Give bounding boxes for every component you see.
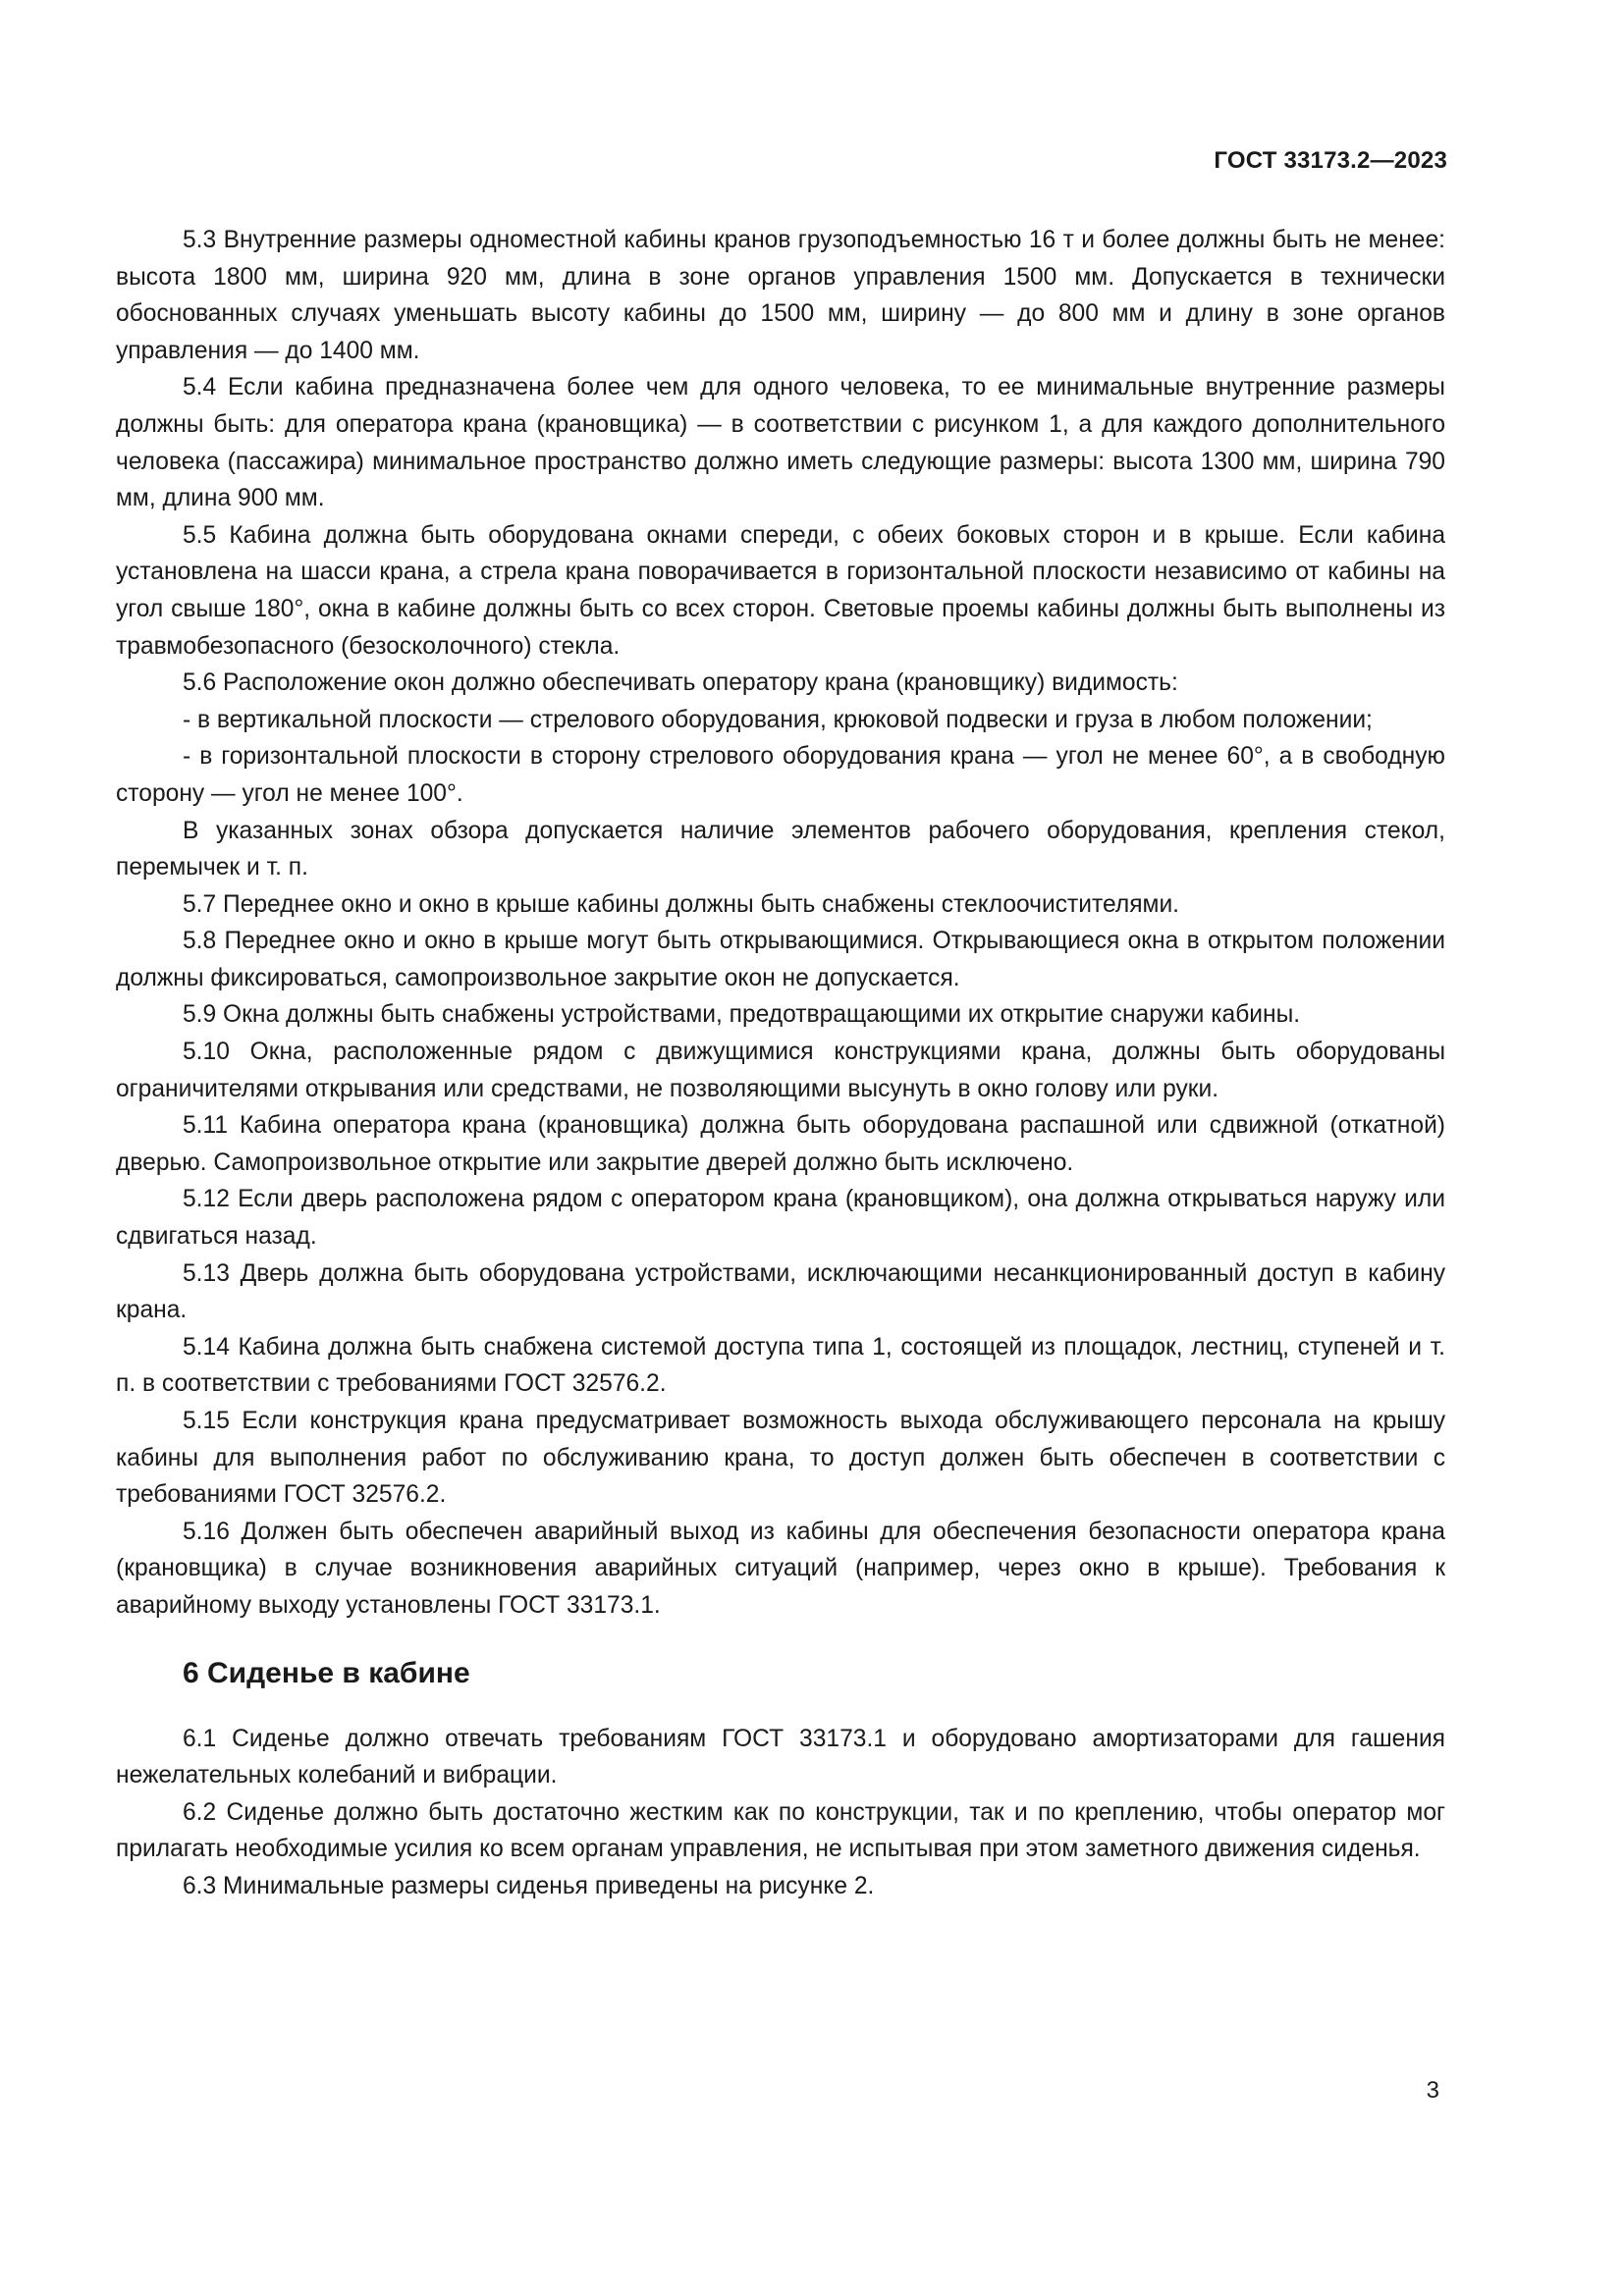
paragraph-5-11: 5.11 Кабина оператора крана (крановщика) должна быть оборудована распашной или сдвижной (откатной) дверью. Самопроизвольное открытие или закрытие дверей должно быть исключено.	[116, 1112, 1445, 1176]
paragraph-5-15: 5.15 Если конструкция крана предусматривает возможность выхода обслуживающего персонала на крышу кабины для выполнения работ по обслуживанию крана, то доступ должен быть обеспечен в соответствии с требованиями ГОСТ 32576.2.	[116, 1408, 1445, 1509]
paragraph-5-4: 5.4 Если кабина предназначена более чем для одного человека, то ее минимальные внутренние размеры должны быть: для оператора крана (крановщика) — в соответствии с рисунком 1, а для каждого дополнительного человека (пассажира) минимальное пространство должно иметь следующие размеры: высота 1300 мм, ширина 790 мм, длина 900 мм.	[116, 374, 1445, 512]
page-number: 3	[1426, 2077, 1439, 2104]
list-item-horizontal-plane: - в горизонтальной плоскости в сторону стрелового оборудования крана — угол не менее 60°, а в свободную сторону — угол не менее 100°.	[116, 743, 1445, 807]
paragraph-6-1: 6.1 Сиденье должно отвечать требованиям ГОСТ 33173.1 и оборудовано амортизаторами для гашения нежелательных колебаний и вибрации.	[116, 1725, 1445, 1789]
section-6-heading: 6 Сиденье в кабине	[183, 1656, 470, 1689]
paragraph-5-16: 5.16 Должен быть обеспечен аварийный выход из кабины для обеспечения безопасности оператора крана (крановщика) в случае возникновения аварийных ситуаций (например, через окно в крыше). Требования к аварийному выходу установлены ГОСТ 33173.1.	[116, 1518, 1445, 1619]
paragraph-5-3: 5.3 Внутренние размеры одноместной кабины кранов грузоподъемностью 16 т и более должны быть не менее: высота 1800 мм, ширина 920 мм, длина в зоне органов управления 1500 мм. Допускается в технически обоснованных случаях уменьшать высоту кабины до 1500 мм, ширину — до 800 мм и длину в зоне органов управления — до 1400 мм.	[116, 227, 1445, 364]
paragraph-5-14: 5.14 Кабина должна быть снабжена системой доступа типа 1, состоящей из площадок, лестниц, ступеней и т. п. в соответствии с требованиями ГОСТ 32576.2.	[116, 1333, 1445, 1398]
paragraph-5-8: 5.8 Переднее окно и окно в крыше могут быть открывающимися. Открывающиеся окна в открытом положении должны фиксироваться, самопроизвольное закрытие окон не допускается.	[116, 928, 1445, 991]
paragraph-5-12: 5.12 Если дверь расположена рядом с оператором крана (крановщиком), она должна открываться наружу или сдвигаться назад.	[116, 1186, 1445, 1251]
paragraph-5-13: 5.13 Дверь должна быть оборудована устройствами, исключающими несанкционированный доступ в кабину крана.	[116, 1259, 1445, 1324]
paragraph-view-zones: В указанных зонах обзора допускается наличие элементов рабочего оборудования, крепления стекол, перемычек и т. п.	[116, 817, 1445, 881]
paragraph-6-2: 6.2 Сиденье должно быть достаточно жестким как по конструкции, так и по креплению, чтобы оператор мог прилагать необходимые усилия ко всем органам управления, не испытывая при этом заметного движения сиденья.	[116, 1798, 1445, 1863]
paragraph-5-9: 5.9 Окна должны быть снабжены устройствами, предотвращающими их открытие снаружи кабины.	[183, 1001, 1301, 1029]
document-header: ГОСТ 33173.2—2023	[1214, 147, 1447, 174]
paragraph-5-6: 5.6 Расположение окон должно обеспечивать оператору крана (крановщику) видимость:	[183, 669, 1178, 697]
document-body	[116, 222, 1445, 1905]
paragraph-5-7: 5.7 Переднее окно и окно в крыше кабины должны быть снабжены стеклоочистителями.	[183, 890, 1180, 918]
list-item-vertical-plane: - в вертикальной плоскости — стрелового оборудования, крюковой подвески и груза в любом положении;	[183, 706, 1373, 733]
paragraph-5-10: 5.10 Окна, расположенные рядом с движущимися конструкциями крана, должны быть оборудованы ограничителями открывания или средствами, не позволяющими высунуть в окно голову или руки.	[116, 1039, 1445, 1102]
paragraph-6-3: 6.3 Минимальные размеры сиденья приведены на рисунке 2.	[183, 1872, 875, 1899]
paragraph-5-5: 5.5 Кабина должна быть оборудована окнами спереди, с обеих боковых сторон и в крыше. Если кабина установлена на шасси крана, а стрела крана поворачивается в горизонтальной плоскости независимо от кабины на угол свыше 180°, окна в кабине должны быть со всех сторон. Световые проемы кабины должны быть выполнены из травмобезопасного (безосколочного) стекла.	[116, 521, 1445, 660]
